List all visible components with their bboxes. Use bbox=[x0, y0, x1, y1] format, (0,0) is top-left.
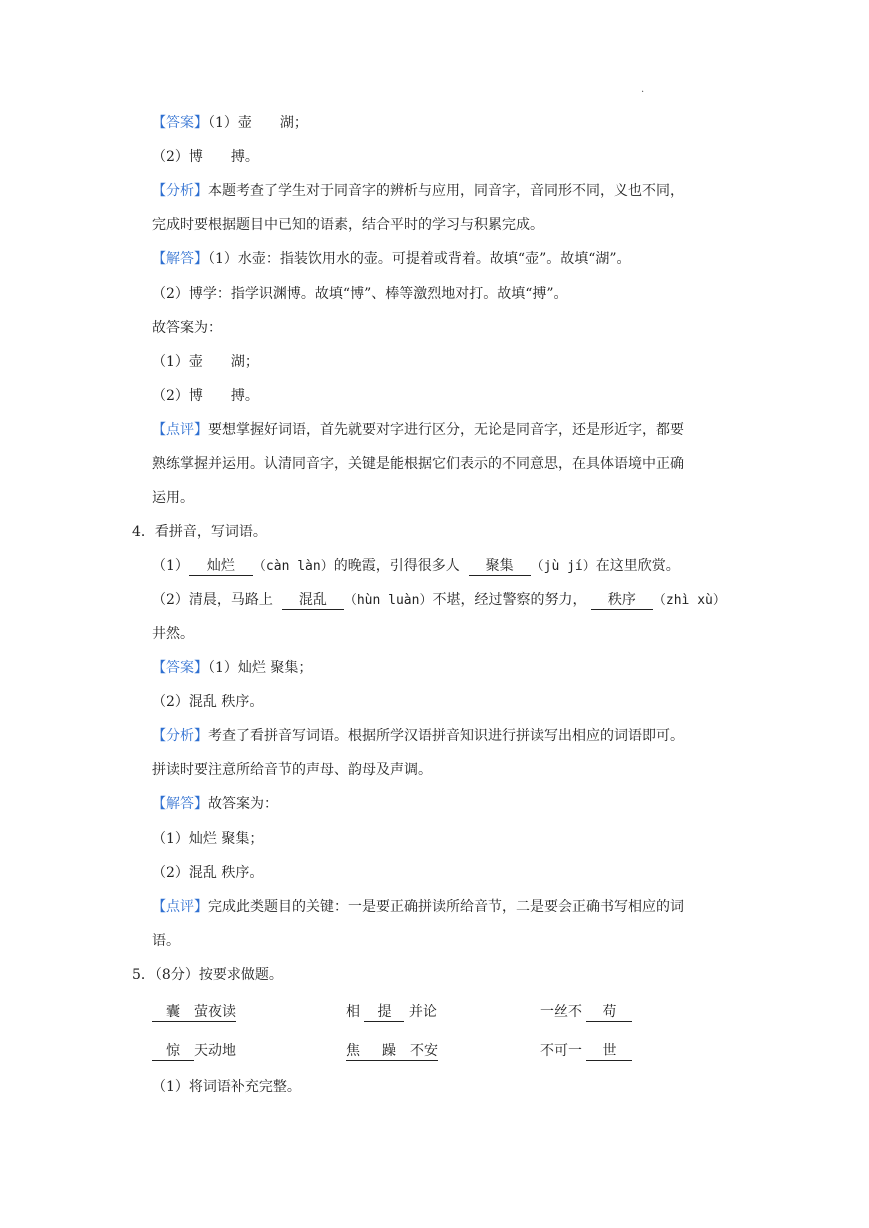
q3-review-line-3: 运用。 bbox=[152, 490, 194, 506]
idiom-prefix: 一丝不 bbox=[540, 1004, 582, 1020]
review-text: 要想掌握好词语，首先就要对字进行区分，无论是同音字，还是形近字，都要 bbox=[208, 422, 684, 438]
idiom-prefix: 相 bbox=[346, 1004, 360, 1020]
answer-blank: 秩序 bbox=[591, 591, 653, 610]
answer-tag: 【答案】 bbox=[152, 115, 208, 131]
q3-answer-line-2: （2）博 搏。 bbox=[152, 149, 259, 165]
idiom-r1c1 bbox=[152, 1002, 236, 1022]
idiom-r2c3 bbox=[540, 1041, 632, 1061]
q4-sentence-1 bbox=[152, 556, 680, 577]
sentence-suffix: 在这里欣赏。 bbox=[595, 558, 680, 574]
idiom-char: 焦 bbox=[346, 1042, 374, 1061]
q5-sub1: （1）将词语补充完整。 bbox=[152, 1079, 301, 1095]
review-text: 完成此类题目的关键：一是要正确拼读所给音节，二是要会正确书写相应的词 bbox=[208, 899, 684, 915]
q4-review-line-2: 语。 bbox=[152, 933, 180, 949]
solution-text: 故答案为： bbox=[208, 796, 278, 812]
q3-answer-line-1 bbox=[152, 113, 308, 133]
q3-solution-line-1 bbox=[152, 249, 631, 269]
solution-text: （1）水壶：指装饮用水的壶。可提着或背着。故填“壶”。故填“湖”。 bbox=[208, 251, 631, 267]
answer-blank: 混乱 bbox=[282, 591, 344, 610]
q3-solution-line-2: （2）博学：指学识渊博。故填“博”、棒等激烈地对打。故填“搏”。 bbox=[152, 286, 568, 302]
idiom-r1c2 bbox=[346, 1002, 437, 1022]
idiom-blank: 躁 bbox=[374, 1042, 404, 1061]
idiom-blank: 世 bbox=[586, 1042, 632, 1061]
q3-solution-line-4: （1）壶 湖； bbox=[152, 354, 259, 370]
sentence-prefix: （1） bbox=[152, 558, 189, 574]
review-tag: 【点评】 bbox=[152, 899, 208, 915]
pinyin: （hùn luàn） bbox=[343, 593, 433, 608]
answer-blank: 灿烂 bbox=[189, 557, 253, 576]
q3-review-line-2: 熟练掌握并运用。认清同音字，关键是能根据它们表示的不同意思，在具体语境中正确 bbox=[152, 456, 684, 472]
q3-analysis-line-1 bbox=[152, 181, 684, 201]
idiom-rest: 天动地 bbox=[194, 1043, 236, 1059]
sentence-mid: 不堪，经过警察的努力， bbox=[432, 592, 587, 608]
idiom-rest: 并论 bbox=[408, 1004, 437, 1020]
q5-title: 5．（8分）按要求做题。 bbox=[132, 967, 283, 983]
idiom-rest: 不安 bbox=[404, 1042, 438, 1061]
q3-review-line-1 bbox=[152, 420, 684, 440]
q3-solution-line-3: 故答案为： bbox=[152, 320, 222, 336]
review-tag: 【点评】 bbox=[152, 422, 208, 438]
q4-solution-line-3: （2）混乱 秩序。 bbox=[152, 865, 264, 881]
idiom-prefix: 不可一 bbox=[540, 1043, 582, 1059]
idiom-r2c1 bbox=[152, 1041, 236, 1061]
idiom-blank: 提 bbox=[364, 1003, 404, 1022]
answer-blank: 聚集 bbox=[469, 557, 531, 576]
idiom-rest: 萤夜读 bbox=[194, 1004, 236, 1020]
analysis-tag: 【分析】 bbox=[152, 183, 208, 199]
solution-tag: 【解答】 bbox=[152, 796, 208, 812]
page-dot-mark: . bbox=[641, 84, 645, 95]
q3-analysis-line-2: 完成时要根据题目中已知的语素，结合平时的学习与积累完成。 bbox=[152, 217, 544, 233]
pinyin: （jù jí） bbox=[530, 559, 596, 574]
idiom-blank: 囊 bbox=[152, 1003, 194, 1022]
q4-analysis-line-2: 拼读时要注意所给音节的声母、韵母及声调。 bbox=[152, 762, 432, 778]
q4-review-line-1 bbox=[152, 897, 684, 917]
q4-sentence-2-cont: 井然。 bbox=[152, 626, 194, 642]
pinyin: （càn làn） bbox=[252, 559, 334, 574]
answer-tag: 【答案】 bbox=[152, 660, 208, 676]
q3-solution-line-5: （2）博 搏。 bbox=[152, 388, 259, 404]
sentence-prefix: （2）清晨，马路上 bbox=[152, 592, 273, 608]
idiom-r1c3 bbox=[540, 1002, 632, 1022]
answer-text: （1）灿烂 聚集； bbox=[208, 660, 313, 676]
idiom-blank: 苟 bbox=[586, 1003, 632, 1022]
q4-analysis-line-1 bbox=[152, 726, 684, 746]
solution-tag: 【解答】 bbox=[152, 251, 208, 267]
pinyin: （zhì xù） bbox=[652, 593, 726, 608]
analysis-text: 本题考查了学生对于同音字的辨析与应用，同音字，音同形不同，义也不同， bbox=[208, 183, 684, 199]
q4-solution-line-1 bbox=[152, 794, 278, 814]
q4-answer-line-1 bbox=[152, 658, 312, 678]
idiom-blank: 惊 bbox=[152, 1042, 194, 1061]
q4-answer-line-2: （2）混乱 秩序。 bbox=[152, 694, 264, 710]
q4-sentence-2 bbox=[152, 590, 726, 611]
analysis-tag: 【分析】 bbox=[152, 728, 208, 744]
answer-text: （1）壶 湖； bbox=[208, 115, 308, 131]
idiom-r2c2 bbox=[346, 1041, 438, 1061]
q4-solution-line-2: （1）灿烂 聚集； bbox=[152, 831, 264, 847]
analysis-text: 考查了看拼音写词语。根据所学汉语拼音知识进行拼读写出相应的词语即可。 bbox=[208, 728, 684, 744]
sentence-mid: 的晚霞，引得很多人 bbox=[333, 558, 460, 574]
q4-title: 4．看拼音，写词语。 bbox=[132, 524, 267, 540]
